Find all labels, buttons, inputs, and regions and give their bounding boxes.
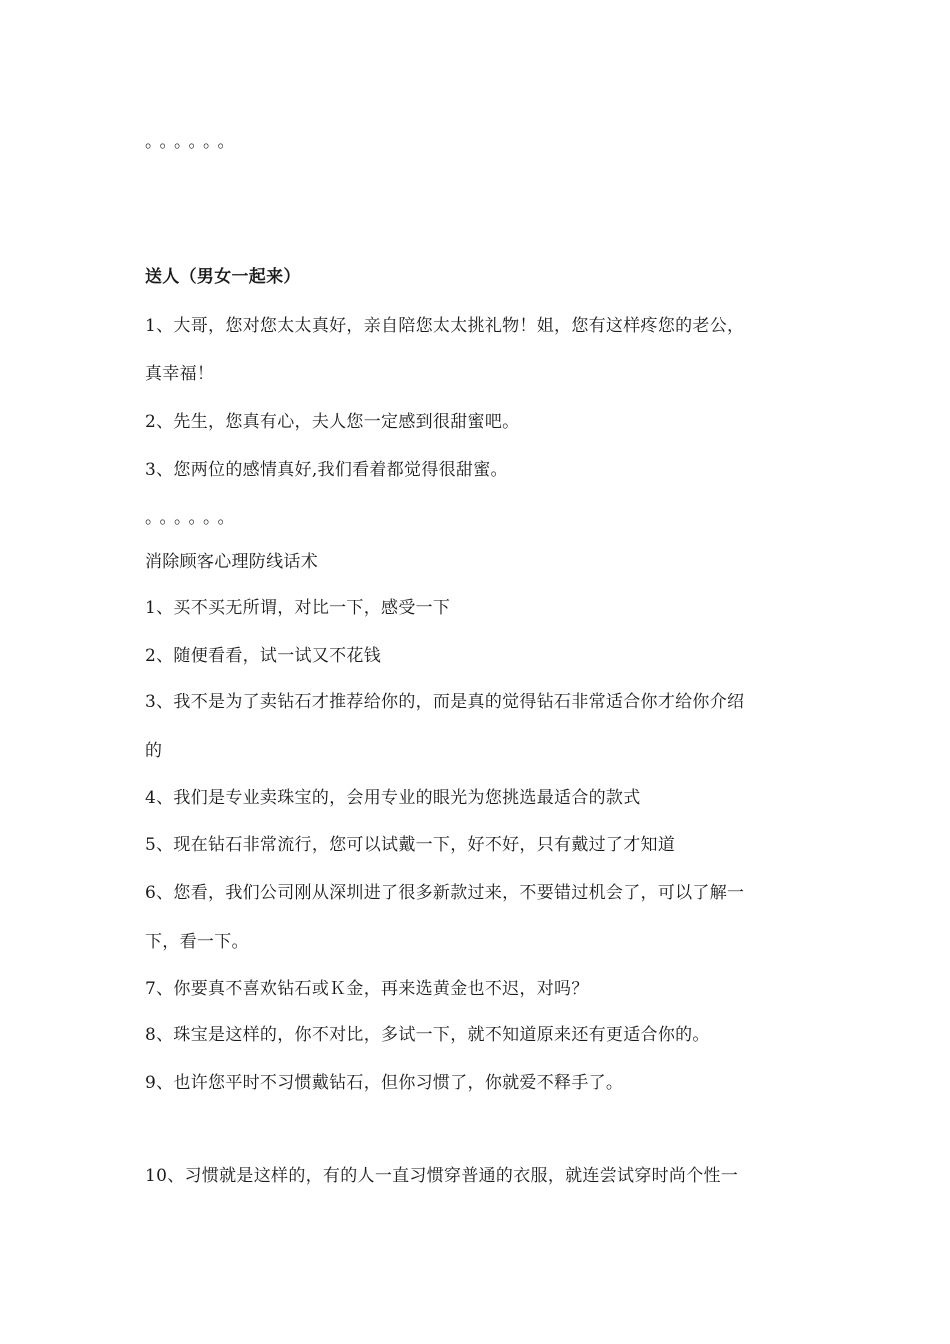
paragraph-line: 3、您两位的感情真好,我们看着都觉得很甜蜜。 [145,460,508,480]
paragraph-line: 2、随便看看，试一试又不花钱 [145,646,382,666]
paragraph-line: 7、你要真不喜欢钻石或Ｋ金，再来选黄金也不迟，对吗？ [145,979,589,999]
paragraph-line: 1、大哥，您对您太太真好，亲自陪您太太挑礼物！姐，您有这样疼您的老公， [145,316,745,336]
paragraph-line: 5、现在钻石非常流行，您可以试戴一下，好不好，只有戴过了才知道 [145,835,676,855]
paragraph-line: 8、珠宝是这样的，你不对比，多试一下，就不知道原来还有更适合你的。 [145,1025,710,1045]
paragraph-line: 10、习惯就是这样的，有的人一直习惯穿普通的衣服，就连尝试穿时尚个性一 [145,1166,739,1186]
paragraph-line: 真幸福！ [145,364,215,384]
paragraph-line: 4、我们是专业卖珠宝的，会用专业的眼光为您挑选最适合的款式 [145,788,641,808]
paragraph-line: 下，看一下。 [145,932,249,952]
ellipsis-dots-top: 。。。。。。 [145,132,241,152]
section-heading-gift: 送人（男女一起来） [145,267,301,287]
paragraph-line: 1、买不买无所谓，对比一下，感受一下 [145,598,451,618]
paragraph-line: 3、我不是为了卖钻石才推荐给你的，而是真的觉得钻石非常适合你才给你介绍 [145,692,745,712]
paragraph-line: 9、也许您平时不习惯戴钻石，但你习惯了，你就爱不释手了。 [145,1073,624,1093]
section-heading-objection: 消除顾客心理防线话术 [145,552,318,572]
paragraph-line: 2、先生，您真有心，夫人您一定感到很甜蜜吧。 [145,412,520,432]
paragraph-line: 的 [145,741,163,761]
paragraph-line: 6、您看，我们公司刚从深圳进了很多新款过来，不要错过机会了，可以了解一 [145,883,745,903]
ellipsis-dots-middle: 。。。。。。 [145,508,241,528]
